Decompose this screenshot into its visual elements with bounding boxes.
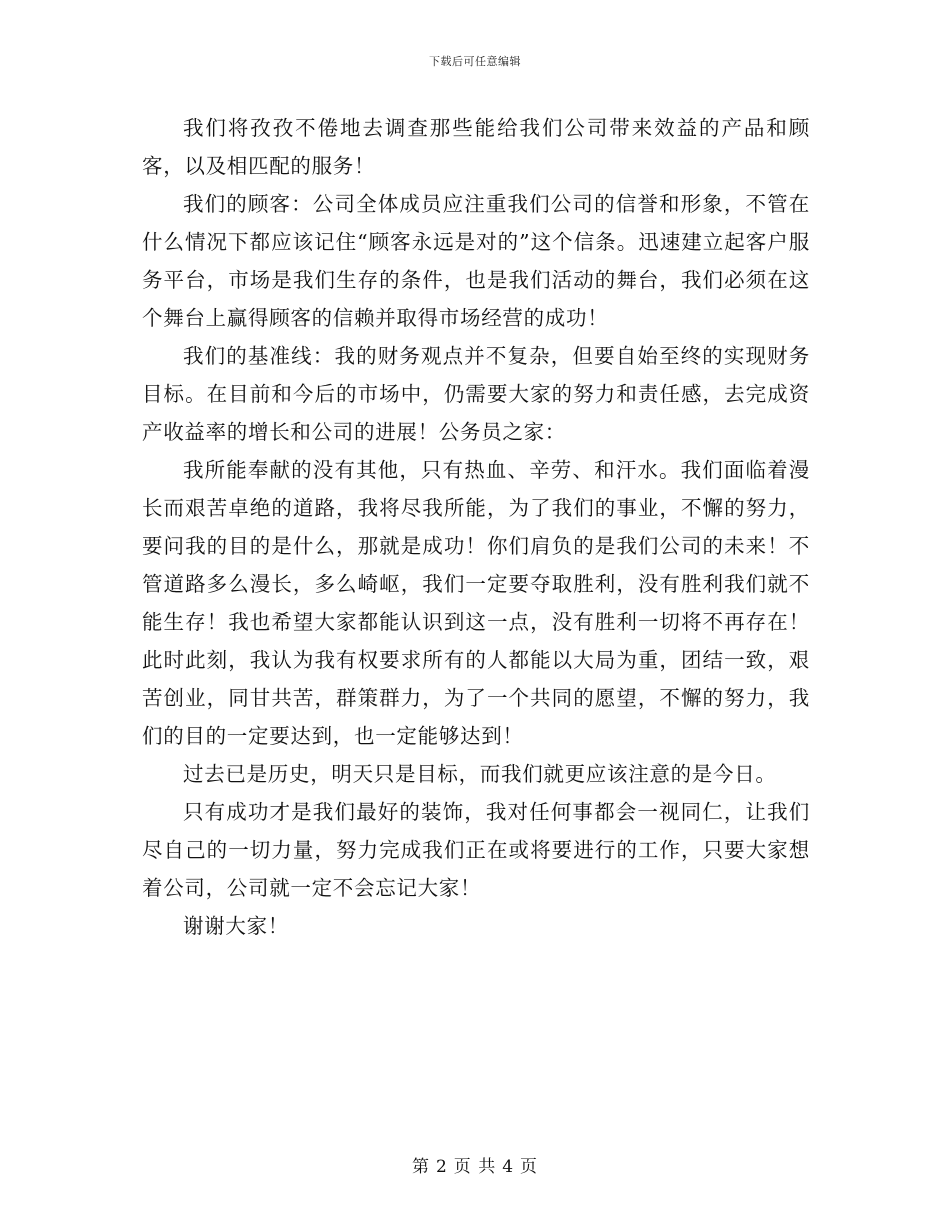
document-body: [142, 109, 810, 945]
paragraph: 我们将孜孜不倦地去调查那些能给我们公司带来效益的产品和顾客，以及相匹配的服务！: [142, 116, 810, 178]
paragraph: 我们的顾客：公司全体成员应注重我们公司的信誉和形象，不管在什么情况下都应该记住“顾客永远是对的”这个信条。迅速建立起客户服务平台，市场是我们生存的条件，也是我们活动的舞台，我们必须在这个舞台上赢得顾客的信赖并取得市场经营的成功！: [142, 192, 810, 330]
footer-mid: 页 共: [453, 1157, 497, 1177]
page-header: 下载后可任意编辑: [429, 55, 521, 68]
footer-prefix: 第: [411, 1157, 430, 1177]
paragraph: 过去已是历史，明天只是目标，而我们就更应该注意的是今日。: [183, 762, 777, 786]
footer-total-pages: 4: [502, 1157, 515, 1177]
paragraph: 我们的基准线：我的财务观点并不复杂，但要自始至终的实现财务目标。在目前和今后的市场中，仍需要大家的努力和责任感，去完成资产收益率的增长和公司的进展！公务员之家：: [142, 344, 810, 444]
paragraph: 只有成功才是我们最好的装饰，我对任何事都会一视同仁，让我们尽自己的一切力量，努力完成我们正在或将要进行的工作，只要大家想着公司，公司就一定不会忘记大家！: [142, 800, 810, 900]
paragraph: 我所能奉献的没有其他，只有热血、辛劳、和汗水。我们面临着漫长而艰苦卓绝的道路，我将尽我所能，为了我们的事业，不懈的努力，要问我的目的是什么，那就是成功！你们肩负的是我们公司的未来！不管道路多么漫长，多么崎岖，我们一定要夺取胜利，没有胜利我们就不能生存！我也希望大家都能认识到这一点，没有胜利一切将不再存在！此时此刻，我认为我有权要求所有的人都能以大局为重，团结一致，艰苦创业，同甘共苦，群策群力，为了一个共同的愿望，不懈的努力，我们的目的一定要达到，也一定能够达到！: [142, 458, 810, 748]
footer-suffix: 页: [520, 1157, 539, 1177]
footer-page-number: 2: [435, 1157, 448, 1177]
paragraph: 谢谢大家！: [183, 914, 289, 938]
page-footer: [0, 1152, 950, 1177]
